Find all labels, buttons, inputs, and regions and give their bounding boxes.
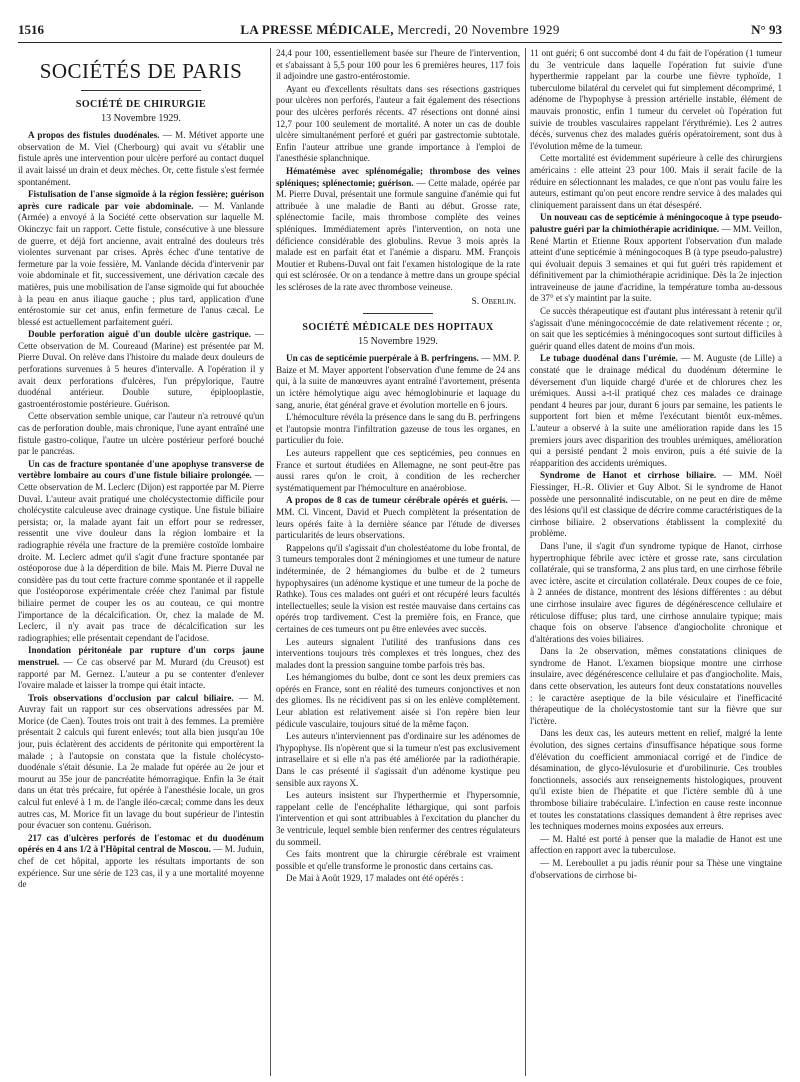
issue-number: N° 93 xyxy=(751,22,782,37)
society-name: SOCIÉTÉ MÉDICALE DES HOPITAUX xyxy=(302,322,494,334)
article-title: Syndrome de Hanot et cirrhose biliaire. xyxy=(540,470,717,481)
article xyxy=(18,459,264,645)
paragraph: — M. Lereboullet a pu jadis réunir pour sa Thèse une vingtaine d'observations de cirrhose bi- xyxy=(530,857,782,880)
paragraph: Cette mortalité est évidemment supérieure à celle des chirurgiens américains : elle atteint 23 pour 100. Mais il serait facile de la réduire en sélectionnant les malades, ce que n'ont pas voulu faire les auteurs, estimant qu'on peut encore rendre service à des malades qui cliniquement paraissent dans un état désespéré. xyxy=(530,153,782,210)
article-body: — M. Juduin, chef de cet hôpital, apporte les résultats importants de son expérience. Sur une série de 123 cas, il y a une mortalité moyenne de xyxy=(18,844,264,890)
paragraph: Ayant eu d'excellents résultats dans ses résections gastriques pour ulcères non perforés, l'auteur a fait également des résections pour des ulcères perforés récents. 47 résections ont donné ainsi 12,7 pour 100 seulement de mortalité. A noter un cas de double ulcère simultanément perforé et guéri par gastrectomie subtotale. Enfin l'auteur attribue une grande importance à l'emploi de l'anesthésie splanchnique. xyxy=(276,83,520,164)
paragraph: 11 ont guéri; 6 ont succombé dont 4 du fait de l'opération (1 tumeur du 3e ventricule dans laquelle l'opération fut suivie d'une hyperthermie rappelant par la courbe une fièvre typhoïde, 1 tuberculome bilatéral du cervelet qui fut simplement décomprimé, 1 adénome de l'hypophyse à pression artérielle instable, élément de mauvais pronostic, enfin 1 tumeur du cervelet où l'opération fut suivie de troubles vasculaires rappelant l'érythrémie). Les 2 autres décès, survenus chez des malades guéris opératoirement, sont dus à l'évolution même de la tumeur. xyxy=(530,48,782,151)
article-title: Un nouveau cas de septicémie à méningocoque à type pseudo-palustre guéri par la chimiothérapie acridinique. xyxy=(530,212,782,234)
issue-date: Mercredi, 20 Novembre 1929 xyxy=(397,22,560,37)
article-body: — Ce cas observé par M. Murard (du Creusot) est rapporté par M. Gernez. L'auteur a pu se contenter d'enlever l'ovaire malade et laisser la trompe qui était intacte. xyxy=(18,656,264,691)
article xyxy=(18,833,264,891)
journal-name: LA PRESSE MÉDICALE, xyxy=(240,22,394,37)
session-date: 15 Novembre 1929. xyxy=(358,335,438,347)
section-rule xyxy=(81,90,201,91)
article xyxy=(276,166,520,294)
section-rule xyxy=(363,313,433,314)
article xyxy=(18,189,264,328)
paragraph: Les auteurs rappellent que ces septicémies, peu connues en France et surtout étudiées en Allemagne, ne sont peut-être pas aussi rares qu'on le croit, à condition de les rechercher systématiquement par l'hémoculture en anaérobiose. xyxy=(276,448,520,493)
header-rule xyxy=(18,42,782,43)
paragraph: Cette observation semble unique, car l'auteur n'a retrouvé qu'un cas de perforation double, mais chronique, l'une ayant entraîné une fistule gastro-colique, l'autre un ulcère postérieur perforé bouché par le pancréas. xyxy=(18,411,264,457)
paragraph: Ce succès thérapeutique est d'autant plus intéressant à retenir qu'il s'agissait d'une méningococcémie de date relativement récente ; or, on sait que les septicémies à méningocoques sont surtout difficiles à guérir quand elles datent de moins d'un mois. xyxy=(530,306,782,351)
article xyxy=(530,470,782,540)
article-title: Hématémèse avec splénomégalie; thrombose des veines spléniques; splénectomie; guérison. xyxy=(276,165,520,188)
article xyxy=(18,130,264,188)
paragraph: Les auteurs signalent l'utilité des tranfusions dans ces interventions toujours très complexes et très longues, chez des malades dont la pression sanguine tombe parfois très bas. xyxy=(276,636,520,670)
column-3 xyxy=(530,48,782,1078)
paragraph: Ces faits montrent que la chirurgie cérébrale est vraiment possible et qu'elle transforme le pronostic dans certains cas. xyxy=(276,849,520,871)
article-title: Un cas de fracture spontanée d'une apophyse transverse de vertèbre lombaire au cours d'une fistule biliaire prolongée. xyxy=(18,458,264,481)
paragraph: De Mai à Août 1929, 17 malades ont été opérés : xyxy=(286,873,464,884)
article xyxy=(18,329,264,410)
page-header xyxy=(18,22,782,40)
article-title: Le tubage duodénal dans l'urémie. xyxy=(540,353,678,364)
article-body: — Cette malade, opérée par M. Pierre Duval, présentait une formule sanguine d'anémie qui fut attribuée à une maladie de Banti au début. Grosse rate, splénectomie facile, mais thrombose complète des veines spléniques. Immédiatement après l'intervention, on nota une déficience considérable des globulins. Revue 3 mois après la malade est en parfait état et l'anémie a disparu. MM. François Moutier et Rubens-Duval ont fait l'examen histologique de la rate qui est sclérosée. Or on a tendance à mettre dans un groupe spécial les scléroses de la rate avec thrombose veineuse. xyxy=(276,177,520,292)
article xyxy=(18,693,264,832)
paragraph: Les auteurs insistent sur l'hyperthermie et l'hypersomnie, rappelant celle de l'encéphalite léthargique, qui sont parfois l'intervention et qui sont attribuables à l'excitation du plancher du 3e ventricule, lequel semble bien renfermer des centres régulateurs du sommeil. xyxy=(276,790,520,847)
column-divider xyxy=(270,48,271,1076)
paragraph: Rappelons qu'il s'agissait d'un cholestéatome du lobe frontal, de 3 tumeurs temporales dont 2 méningiomes et une tumeur de nature indéterminée, de 2 hémangiomes du bulbe et de 2 tumeurs hypophysaires (un adénome kystique et une tumeur de la poche de Rathke). Tous ces malades ont guéri et ont récupéré leurs facultés intellectuelles; seule la vision est restée mauvaise dans certains cas opérés trop tardivement. C'est la première fois, en France, que certaines de ces tumeurs ont pu être enlevées avec succès. xyxy=(276,542,520,634)
article-body: — Cette observation de M. Coureaud (Marine) est présentée par M. Pierre Duval. On relève dans l'histoire du malade deux douleurs de perforations survenues à 5 heures d'intervalle. A l'opération il y avait deux perforations d'ulcères, l'un prépylorique, l'autre duodénal antérieur. Double suture, épiplooplastie, gastroentérostomie postérieure. Guérison. xyxy=(18,329,264,409)
society-name: SOCIÉTÉ DE CHIRURGIE xyxy=(75,99,207,110)
article xyxy=(530,212,782,305)
article-title: A propos de 8 cas de tumeur cérébrale opérés et guéris. xyxy=(286,495,508,506)
column-divider xyxy=(525,48,526,1076)
paragraph: Les hémangiomes du bulbe, dont ce sont les deux premiers cas opérés en France, sont en réalité des tumeurs conjonctives et non des gliomes. Ils ne récidivent pas si on les enlève complètement. Leur ablation est relativement aisée si l'on repère bien leur pédicule vasculaire, toujours situé de la même façon. xyxy=(276,672,520,729)
paragraph: L'hémoculture révéla la présence dans le sang du B. perfringens et l'autopsie montra l'infiltration gazeuse de tous les organes, en particulier du foie. xyxy=(276,412,520,446)
paragraph: Dans la 2e observation, mêmes constatations cliniques de syndrome de Hanot. L'examen biopsique montre une cirrhose insulaire, avec dégénérescence cellulaire et pas d'angiocholite. Mais, dans cette observation, les auteurs font deux constatations nouvelles : le caractère aseptique de la bile vésiculaire et l'inefficacité thérapeutique de la cholécystostomie tant sur la fièvre que sur l'ictère. xyxy=(530,646,782,726)
session-date: 13 Novembre 1929. xyxy=(101,112,181,124)
article-title: Trois observations d'occlusion par calcul biliaire. xyxy=(28,692,234,703)
article-title: 217 cas d'ulcères perforés de l'estomac et du duodénum opérés en 4 ans 1/2 à l'Hôpital central de Moscou. xyxy=(18,832,264,855)
article-title: Double perforation aiguë d'un double ulcère gastrique. xyxy=(28,329,251,340)
article-title: Inondation péritonéale par rupture d'un corps jaune menstruel. xyxy=(18,645,264,667)
paragraph: — M. Halté est porté à penser que la maladie de Hanot est une affection en rapport avec la tuberculose. xyxy=(530,833,782,856)
article-body: — M. Auvray fait un rapport sur ces observations adressées par M. Morice (de Caen). Toutes trois ont trait à des femmes. La première présentait 2 calculs qui furent enlevés; tout alla bien jusqu'au 10e jour, puis éclatèrent des accidents de péritonite qui emportèrent la malade ; à l'autopsie on constata que la fistule cholécysto-duodénale s'était désunie. La 2e malade fut opérée au 2e jour et mourut au 35e jour de pancréatite hémorragique. Enfin la 3e était dans un état très précaire, fut opérée à l'anesthésie locale, un gros calcul fut enlevé à 1 m. de l'angle iléo-cæcal; comme dans les deux autres cas, M. Morice fit un lavage du bout supérieur de l'intestin pour évacuer son contenu. Guérison. xyxy=(18,692,264,831)
article-body: — M. Vanlande (Armée) a envoyé à la Société cette observation sur laquelle M. Okinczyc fait un rapport. Cette fistule, consécutive à une blessure de guerre, et déjà fort ancienne, avait entraîné des douleurs très violentes survenant par crises. Après échec d'une tentative de fermeture par la voie fessière, M. Vanlande décida d'intervenir par voie abdominale et fit, successivement, une dérivation cæcale des matières, puis une mobilisation de l'anse sigmoïde qui fut abouchée à la peau en anus iliaque gauche ; plus tard, application d'une entérostomie sur cet anus, enfin fermeture de l'anus cæcal. Le blessé est actuellement parfaitement guéri. xyxy=(18,200,264,327)
column-1 xyxy=(18,48,264,1078)
article xyxy=(276,353,520,411)
article-body: — M. Métivet apporte une observation de M. Viel (Cherbourg) qui avait vu s'établir une fistule après une intervention pour ulcère perforé au contact duquel il avait laissé un drain et deux mèches. Or, cette fistule s'est fermée spontanément. xyxy=(18,130,264,187)
paragraph: Les auteurs n'interviennent pas d'ordinaire sur les adénomes de l'hypophyse. Ils n'opèrent que si la tumeur n'est pas exclusivement intrasellaire et si elle n'a pas été améliorée par la radiothérapie. Dans le cas présenté il s'agissait d'un adénome kystique peu sensible aux rayons X. xyxy=(276,731,520,788)
column-2 xyxy=(276,48,520,1078)
paragraph: 24,4 pour 100, essentiellement basée sur l'heure de l'intervention, et s'abaissant à 5,5 pour 100 pour les 6 premières heures, 117 fois il adjoindre une gastro-entérostomie. xyxy=(276,48,520,82)
article-body: — M. Auguste (de Lille) a constaté que le drainage médical du duodénum détermine le déversement d'un liquide chargé d'urée et de chlorures chez les urémiques. Aussi a-t-il pratiqué chez ces malades ce drainage pendant 4 heures par jour, durant 6 jours par semaine, les patients le supportent fort bien et même l'exécutant bientôt eux-mêmes. L'auteur a observé à la suite une amélioration rapide dans les 15 premiers jours avec disparition des troubles urémiques, amélioration qui a persisté pendant 2 mois environ, puis a été suivie de la réapparition des accidents urémiques. xyxy=(530,353,782,468)
article xyxy=(530,353,782,469)
article-body: — MM. Noël Fiessinger, H.-R. Olivier et Guy Albot. Si le syndrome de Hanot possède une personnalité indiscutable, on ne peut en dire de même des lésions qu'il est classique de décrire comme caractéristiques de la cirrhose biliaire. 2 observations établissent la complexité du problème. xyxy=(530,470,782,539)
article-body: — MM. Cl. Vincent, David et Puech complètent la présentation de leurs opérés faite à la dernière séance par l'étude de diverses particularités de leurs observations. xyxy=(276,495,520,541)
article-title: Un cas de septicémie puerpérale à B. perfringens. xyxy=(286,353,479,364)
paragraph: Dans les deux cas, les auteurs mettent en relief, malgré la lente évolution, des signes certains d'insuffisance hépatique sous forme d'élévation du coefficient ammoniacal corrigé et de l'indice de désamination, de glyco-lévulosurie et d'urobilinurie. Ces troubles fonctionnels, associés aux renseignements histologiques, prouvent qu'il existe bien de l'hépatite et que l'ictère semble dû à une thrombose biliaire trabéculaire. L'infection en cause reste inconnue et toutes les constatations classiques demandent à être reprises avec les techniques modernes moins exposées aux erreurs. xyxy=(530,728,782,832)
journal-title xyxy=(18,22,782,38)
author-signature: S. Oberlin. xyxy=(471,297,516,308)
article-title: Fistulisation de l'anse sigmoïde à la région fessière; guérison après cure radicale par voie abdominale. xyxy=(18,189,264,211)
section-title: SOCIÉTÉS DE PARIS xyxy=(39,59,243,83)
article-body: — MM. P. Baize et M. Mayer apportent l'observation d'une femme de 24 ans qui, à la suite de manœuvres ayant entraîné l'avortement, présenta un ictère hémolytique aigu avec hémoglobinurie et laquage du sang, anurie, état général grave et évolution mortelle en 6 jours. xyxy=(276,353,520,410)
article xyxy=(18,645,264,691)
article-body: — MM. Veillon, René Martin et Etienne Roux apportent l'observation d'un malade atteint d'une septicémie à méningocoques B (à type pseudo-palustre) qui évoluait depuis 3 semaines et qui fut guéri très rapidement et définitivement par la chimiothérapie acridinique. Dès la 2e injection intraveineuse de jaune d'acridine, la température tomba au-dessous de 37° et s'y maintint par la suite. xyxy=(530,223,782,304)
article-title: A propos des fistules duodénales. xyxy=(28,130,160,141)
paragraph: Dans l'une, il s'agit d'un syndrome typique de Hanot, cirrhose hypertrophique fébrile avec ictère et grosse rate, sans circulation collatérale, qui se transforma, 2 ans plus tard, en une cirrhose fébrile avec ictère, ascite et circulation collatérale. Deux coupes de ce foie, à 2 années de distance, montrent des lésions différentes : au début une cirrhose insulaire avec figures de dégénérescence cellulaire et réticulose diffuse; plus tard, une cirrhose annulaire typique; mais chaque fois on observe l'absence d'angiocholite chronique et d'altérations des voies biliaires. xyxy=(530,540,782,644)
article xyxy=(276,495,520,541)
page-number: 1516 xyxy=(18,22,44,37)
article-body: — Cette observation de M. Leclerc (Dijon) est rapportée par M. Pierre Duval. L'auteur avait pratiqué une cholécystectomie difficile pour cholécystite calculeuse avec drainage cystique. Une fistule biliaire persista; or, la malade ayant fait un effort pour se redresser, ressentit une vive douleur dans la région lombaire et la radiographie révéla une fracture de la première costoïde lombaire droite. M. Leclerc admet qu'il s'agit d'une fracture spontanée par ostéoporose due à la déperdition de bile. Mais M. Pierre Duval ne considère pas du tout cette fracture comme spontanée et il rappelle que l'ostéoporose expérimentale créée chez l'animal par fistule biliaire permet de couper les os au couteau, ce qui montre l'importance de la décalcification. Or, chez la malade de M. Leclerc, il n'y avait pas trace de décalcification sur les radiographies; elle présentait cependant de l'acidose. xyxy=(18,470,264,643)
